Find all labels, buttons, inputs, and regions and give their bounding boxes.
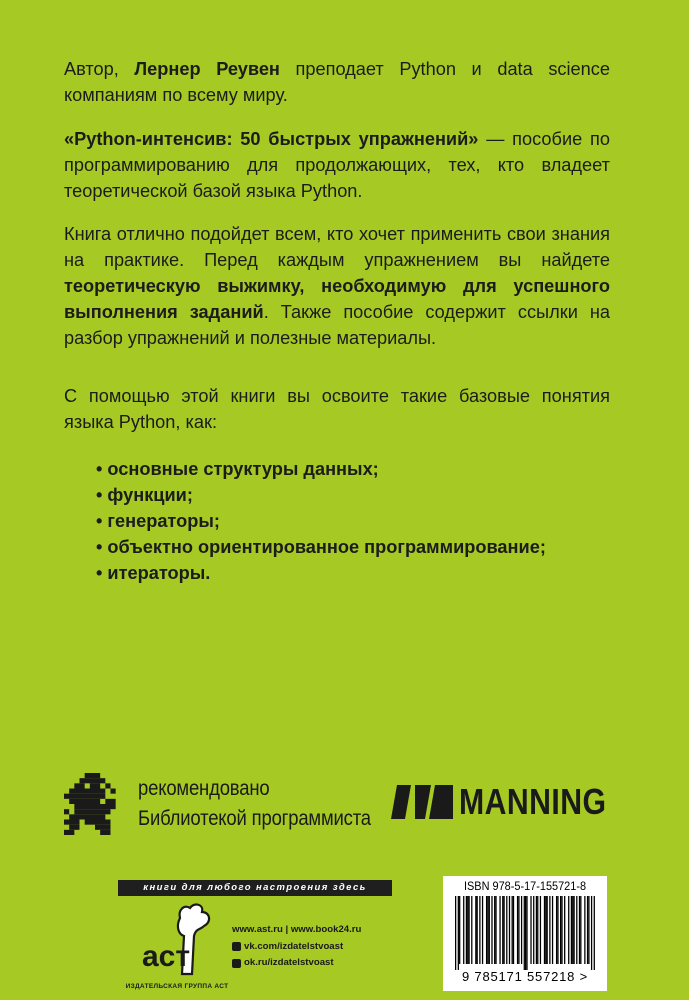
barcode-stripe [537, 896, 538, 964]
barcode-stripe [502, 896, 503, 964]
isbn-text: ISBN 978-5-17-155721-8 [463, 881, 587, 893]
barcode-stripe [545, 896, 546, 964]
barcode-stripe [459, 896, 460, 964]
author-suffix: преподает Python и data science компаниям по всему миру. [64, 59, 610, 105]
barcode-stripe [513, 896, 514, 964]
barcode-stripe [549, 896, 550, 964]
barcode-stripe [486, 896, 487, 964]
barcode-stripe [499, 896, 500, 964]
book-paragraph [64, 126, 610, 204]
website-links-text: www.ast.ru | www.book24.ru [232, 924, 362, 935]
barcode-stripe [580, 896, 581, 964]
barcode-stripe [466, 896, 467, 964]
author-paragraph [64, 56, 610, 108]
barcode-stripe [495, 896, 496, 964]
barcode-stripe [544, 896, 545, 964]
barcode-stripe [587, 896, 588, 964]
book-description: — пособие по программированию для продолжающих, тех, кто владеет теоретической базой языка Python. [64, 129, 610, 201]
barcode-stripe [552, 896, 553, 964]
barcode-stripe [576, 896, 577, 964]
barcode-stripe [455, 896, 456, 970]
barcode-stripe [533, 896, 534, 964]
book-title: «Python-интенсив: 50 быстрых упражнений» [64, 129, 479, 149]
barcode-stripe [557, 896, 558, 964]
barcode-stripe [588, 896, 589, 964]
barcode-stripe [475, 896, 476, 964]
ok-link-text: ok.ru/izdatelstvoast [244, 957, 334, 968]
barcode-stripe [584, 896, 585, 964]
barcode-stripe [591, 896, 592, 970]
barcode-stripe [477, 896, 478, 964]
pixel-creature-logo [64, 773, 126, 835]
barcode-stripe [571, 896, 572, 964]
tagline-bar: книги для любого настроения здесь [118, 880, 392, 896]
publisher-links [232, 922, 361, 972]
barcode-stripe [540, 896, 541, 964]
barcode-stripe [530, 896, 531, 964]
manning-logo-text: MANNING [459, 781, 607, 822]
barcode-stripe [491, 896, 492, 964]
ast-logo-letters: аст [142, 940, 191, 973]
barcode-number: 9 785171 557218 > [461, 969, 589, 984]
audience-text-2: . Также пособие содержит ссылки на разбор упражнений и полезные материалы. [64, 302, 610, 348]
barcode-stripe [556, 896, 557, 964]
barcode-stripe [521, 896, 522, 964]
barcode-stripe [463, 896, 464, 964]
barcode-stripe [536, 896, 537, 964]
barcode-stripe [573, 896, 574, 964]
ok-link[interactable] [232, 955, 361, 972]
list-item: • итераторы. [96, 560, 546, 586]
barcode-stripe [471, 896, 472, 964]
audience-text-1: Книга отлично подойдет всем, кто хочет применить свои знания на практике. Перед каждым упражнением вы найдете [64, 224, 610, 270]
barcode-stripe [494, 896, 495, 964]
list-item: • объектно ориентированное программирование; [96, 534, 546, 560]
concepts-intro: С помощью этой книги вы освоите такие базовые понятия языка Python, как: [64, 386, 610, 432]
barcode-stripe [525, 896, 526, 970]
barcode-stripe [468, 896, 469, 964]
ast-logo [138, 900, 216, 982]
barcode-stripe [467, 896, 468, 964]
manning-logo-mark [391, 785, 453, 819]
barcode-stripe [517, 896, 518, 964]
vk-link[interactable] [232, 939, 361, 956]
barcode-stripe [512, 896, 513, 964]
barcode-stripe [524, 896, 525, 970]
website-links[interactable] [232, 922, 361, 939]
barcode-stripe [487, 896, 488, 964]
ast-group-label: ИЗДАТЕЛЬСКАЯ ГРУППА АСТ [125, 983, 229, 990]
barcode-stripe [594, 896, 595, 970]
barcode-stripe [506, 896, 507, 964]
recommendation-text [138, 774, 371, 834]
barcode-stripe [503, 896, 504, 964]
barcode-stripe [561, 896, 562, 964]
author-name: Лернер Реувен [134, 59, 280, 79]
barcode-stripe [579, 896, 580, 964]
barcode-stripe [526, 896, 527, 970]
recommendation-line-2: Библиотекой программиста [138, 807, 371, 830]
barcode-stripe [518, 896, 519, 964]
list-item: • генераторы; [96, 508, 546, 534]
recommendation-line-1: рекомендовано [138, 777, 270, 800]
vk-icon [232, 942, 241, 951]
barcode-stripe [489, 896, 490, 964]
audience-highlight: теоретическую выжимку, необходимую для успешного выполнения заданий [64, 276, 610, 322]
barcode-stripe [509, 896, 510, 964]
barcode-stripe [560, 896, 561, 964]
barcode-stripe [568, 896, 569, 964]
barcode-box [443, 876, 607, 991]
barcode-stripe [572, 896, 573, 964]
audience-paragraph [64, 221, 610, 351]
list-item: • функции; [96, 482, 546, 508]
barcode-icon [455, 896, 595, 970]
barcode-stripe [479, 896, 480, 964]
barcode-stripe [564, 896, 565, 964]
list-item: • основные структуры данных; [96, 456, 546, 482]
ok-icon [232, 959, 241, 968]
concepts-list [96, 456, 546, 586]
barcode-stripe [458, 896, 459, 970]
barcode-stripe [482, 896, 483, 964]
author-prefix: Автор, [64, 59, 135, 79]
vk-link-text: vk.com/izdatelstvoast [244, 940, 344, 952]
barcode-stripe [547, 896, 548, 964]
